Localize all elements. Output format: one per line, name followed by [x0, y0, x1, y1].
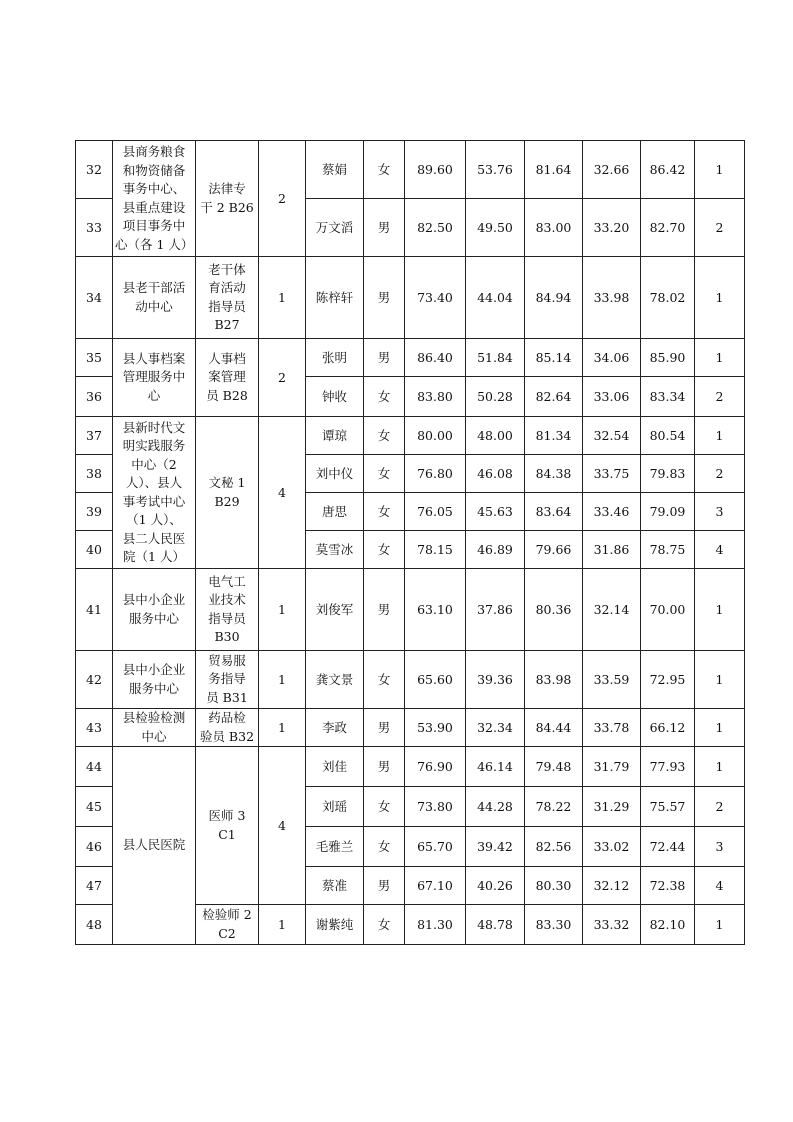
row-index: 36 — [76, 377, 113, 417]
rank-cell: 2 — [695, 787, 745, 827]
score-cell: 80.00 — [405, 417, 466, 455]
position-cell: 检验师 2 C2 — [196, 905, 259, 945]
score-cell: 33.59 — [583, 651, 641, 709]
rank-cell: 3 — [695, 827, 745, 867]
row-index: 34 — [76, 257, 113, 339]
unit-cell: 县人事档案 管理服务中 心 — [113, 339, 196, 417]
score-cell: 89.60 — [405, 141, 466, 199]
score-cell: 39.42 — [466, 827, 525, 867]
rank-cell: 2 — [695, 455, 745, 493]
gender-cell: 女 — [364, 905, 405, 945]
total-cell: 80.54 — [641, 417, 695, 455]
table-row — [76, 747, 745, 787]
name-cell: 谭琼 — [306, 417, 364, 455]
gender-cell: 女 — [364, 651, 405, 709]
row-index: 42 — [76, 651, 113, 709]
quota-cell: 1 — [259, 569, 306, 651]
score-cell: 33.02 — [583, 827, 641, 867]
name-cell: 莫雪冰 — [306, 531, 364, 569]
score-cell: 51.84 — [466, 339, 525, 377]
gender-cell: 男 — [364, 569, 405, 651]
score-cell: 83.00 — [525, 199, 583, 257]
quota-cell: 4 — [259, 747, 306, 905]
total-cell: 79.83 — [641, 455, 695, 493]
total-cell: 72.95 — [641, 651, 695, 709]
score-cell: 32.34 — [466, 709, 525, 747]
position-cell: 老干体 育活动 指导员 B27 — [196, 257, 259, 339]
total-cell: 82.70 — [641, 199, 695, 257]
row-index: 43 — [76, 709, 113, 747]
position-cell: 药品检 验员 B32 — [196, 709, 259, 747]
score-cell: 73.80 — [405, 787, 466, 827]
total-cell: 72.44 — [641, 827, 695, 867]
gender-cell: 男 — [364, 199, 405, 257]
score-cell: 78.22 — [525, 787, 583, 827]
rank-cell: 1 — [695, 747, 745, 787]
unit-cell: 县人民医院 — [113, 747, 196, 945]
row-index: 45 — [76, 787, 113, 827]
total-cell: 79.09 — [641, 493, 695, 531]
quota-cell: 1 — [259, 709, 306, 747]
rank-cell: 1 — [695, 905, 745, 945]
rank-cell: 4 — [695, 531, 745, 569]
rank-cell: 1 — [695, 141, 745, 199]
score-cell: 48.00 — [466, 417, 525, 455]
position-cell: 电气工 业技术 指导员 B30 — [196, 569, 259, 651]
rank-cell: 1 — [695, 417, 745, 455]
gender-cell: 女 — [364, 493, 405, 531]
score-cell: 33.20 — [583, 199, 641, 257]
name-cell: 刘俊军 — [306, 569, 364, 651]
name-cell: 刘瑶 — [306, 787, 364, 827]
score-cell: 31.79 — [583, 747, 641, 787]
results-table — [75, 140, 745, 945]
row-index: 38 — [76, 455, 113, 493]
table-row — [76, 339, 745, 377]
row-index: 33 — [76, 199, 113, 257]
gender-cell: 女 — [364, 377, 405, 417]
score-cell: 86.40 — [405, 339, 466, 377]
score-cell: 53.90 — [405, 709, 466, 747]
score-cell: 84.38 — [525, 455, 583, 493]
score-cell: 31.86 — [583, 531, 641, 569]
score-cell: 84.94 — [525, 257, 583, 339]
total-cell: 85.90 — [641, 339, 695, 377]
position-cell: 法律专 干 2 B26 — [196, 141, 259, 257]
rank-cell: 1 — [695, 339, 745, 377]
score-cell: 81.30 — [405, 905, 466, 945]
rank-cell: 1 — [695, 257, 745, 339]
gender-cell: 女 — [364, 417, 405, 455]
score-cell: 46.08 — [466, 455, 525, 493]
score-cell: 63.10 — [405, 569, 466, 651]
row-index: 47 — [76, 867, 113, 905]
score-cell: 65.70 — [405, 827, 466, 867]
gender-cell: 女 — [364, 141, 405, 199]
rank-cell: 1 — [695, 651, 745, 709]
name-cell: 陈梓轩 — [306, 257, 364, 339]
score-cell: 33.06 — [583, 377, 641, 417]
score-cell: 82.50 — [405, 199, 466, 257]
score-cell: 78.15 — [405, 531, 466, 569]
table-row — [76, 651, 745, 709]
name-cell: 钟收 — [306, 377, 364, 417]
score-cell: 39.36 — [466, 651, 525, 709]
score-cell: 40.26 — [466, 867, 525, 905]
table-row — [76, 141, 745, 199]
unit-cell: 县检验检测 中心 — [113, 709, 196, 747]
gender-cell: 女 — [364, 455, 405, 493]
score-cell: 32.66 — [583, 141, 641, 199]
total-cell: 78.02 — [641, 257, 695, 339]
rank-cell: 2 — [695, 199, 745, 257]
name-cell: 毛雅兰 — [306, 827, 364, 867]
table-row — [76, 709, 745, 747]
total-cell: 66.12 — [641, 709, 695, 747]
name-cell: 蔡准 — [306, 867, 364, 905]
quota-cell: 1 — [259, 651, 306, 709]
name-cell: 刘佳 — [306, 747, 364, 787]
position-cell: 贸易服 务指导 员 B31 — [196, 651, 259, 709]
name-cell: 万文滔 — [306, 199, 364, 257]
score-cell: 76.05 — [405, 493, 466, 531]
quota-cell: 2 — [259, 339, 306, 417]
row-index: 48 — [76, 905, 113, 945]
score-cell: 46.89 — [466, 531, 525, 569]
position-cell: 医师 3 C1 — [196, 747, 259, 905]
unit-cell: 县中小企业 服务中心 — [113, 569, 196, 651]
table-row — [76, 257, 745, 339]
total-cell: 78.75 — [641, 531, 695, 569]
rank-cell: 1 — [695, 569, 745, 651]
name-cell: 张明 — [306, 339, 364, 377]
row-index: 46 — [76, 827, 113, 867]
score-cell: 46.14 — [466, 747, 525, 787]
total-cell: 75.57 — [641, 787, 695, 827]
table-row — [76, 569, 745, 651]
score-cell: 80.30 — [525, 867, 583, 905]
name-cell: 李政 — [306, 709, 364, 747]
score-cell: 76.90 — [405, 747, 466, 787]
score-cell: 65.60 — [405, 651, 466, 709]
rank-cell: 2 — [695, 377, 745, 417]
quota-cell: 4 — [259, 417, 306, 569]
score-cell: 37.86 — [466, 569, 525, 651]
score-cell: 31.29 — [583, 787, 641, 827]
name-cell: 谢紫纯 — [306, 905, 364, 945]
row-index: 35 — [76, 339, 113, 377]
score-cell: 81.34 — [525, 417, 583, 455]
score-cell: 79.48 — [525, 747, 583, 787]
score-cell: 83.98 — [525, 651, 583, 709]
score-cell: 32.54 — [583, 417, 641, 455]
score-cell: 82.56 — [525, 827, 583, 867]
name-cell: 刘中仪 — [306, 455, 364, 493]
score-cell: 83.80 — [405, 377, 466, 417]
score-cell: 33.46 — [583, 493, 641, 531]
gender-cell: 女 — [364, 827, 405, 867]
score-cell: 33.75 — [583, 455, 641, 493]
quota-cell: 1 — [259, 257, 306, 339]
gender-cell: 女 — [364, 531, 405, 569]
rank-cell: 3 — [695, 493, 745, 531]
row-index: 39 — [76, 493, 113, 531]
row-index: 44 — [76, 747, 113, 787]
gender-cell: 男 — [364, 747, 405, 787]
gender-cell: 男 — [364, 339, 405, 377]
row-index: 32 — [76, 141, 113, 199]
name-cell: 蔡娟 — [306, 141, 364, 199]
score-cell: 81.64 — [525, 141, 583, 199]
score-cell: 83.30 — [525, 905, 583, 945]
score-cell: 33.32 — [583, 905, 641, 945]
row-index: 41 — [76, 569, 113, 651]
quota-cell: 2 — [259, 141, 306, 257]
name-cell: 唐思 — [306, 493, 364, 531]
score-cell: 79.66 — [525, 531, 583, 569]
total-cell: 83.34 — [641, 377, 695, 417]
rank-cell: 1 — [695, 709, 745, 747]
gender-cell: 男 — [364, 257, 405, 339]
score-cell: 32.12 — [583, 867, 641, 905]
total-cell: 72.38 — [641, 867, 695, 905]
gender-cell: 男 — [364, 709, 405, 747]
score-cell: 50.28 — [466, 377, 525, 417]
score-cell: 82.64 — [525, 377, 583, 417]
total-cell: 77.93 — [641, 747, 695, 787]
gender-cell: 男 — [364, 867, 405, 905]
row-index: 37 — [76, 417, 113, 455]
score-cell: 45.63 — [466, 493, 525, 531]
score-cell: 67.10 — [405, 867, 466, 905]
position-cell: 人事档 案管理 员 B28 — [196, 339, 259, 417]
table-row — [76, 417, 745, 455]
unit-cell: 县中小企业 服务中心 — [113, 651, 196, 709]
position-cell: 文秘 1 B29 — [196, 417, 259, 569]
score-cell: 83.64 — [525, 493, 583, 531]
score-cell: 49.50 — [466, 199, 525, 257]
score-cell: 33.78 — [583, 709, 641, 747]
score-cell: 80.36 — [525, 569, 583, 651]
score-cell: 44.28 — [466, 787, 525, 827]
score-cell: 84.44 — [525, 709, 583, 747]
score-cell: 85.14 — [525, 339, 583, 377]
row-index: 40 — [76, 531, 113, 569]
total-cell: 70.00 — [641, 569, 695, 651]
score-cell: 53.76 — [466, 141, 525, 199]
score-cell: 73.40 — [405, 257, 466, 339]
name-cell: 龚文景 — [306, 651, 364, 709]
unit-cell: 县商务粮食 和物资储备 事务中心、 县重点建设 项目事务中 心（各 1 人） — [113, 141, 196, 257]
score-cell: 34.06 — [583, 339, 641, 377]
score-cell: 32.14 — [583, 569, 641, 651]
score-cell: 76.80 — [405, 455, 466, 493]
total-cell: 82.10 — [641, 905, 695, 945]
gender-cell: 女 — [364, 787, 405, 827]
unit-cell: 县老干部活 动中心 — [113, 257, 196, 339]
quota-cell: 1 — [259, 905, 306, 945]
score-cell: 44.04 — [466, 257, 525, 339]
unit-cell: 县新时代文 明实践服务 中心（2 人）、县人 事考试中心 （1 人）、 县二人民医 院（1 人） — [113, 417, 196, 569]
rank-cell: 4 — [695, 867, 745, 905]
score-cell: 48.78 — [466, 905, 525, 945]
score-cell: 33.98 — [583, 257, 641, 339]
total-cell: 86.42 — [641, 141, 695, 199]
